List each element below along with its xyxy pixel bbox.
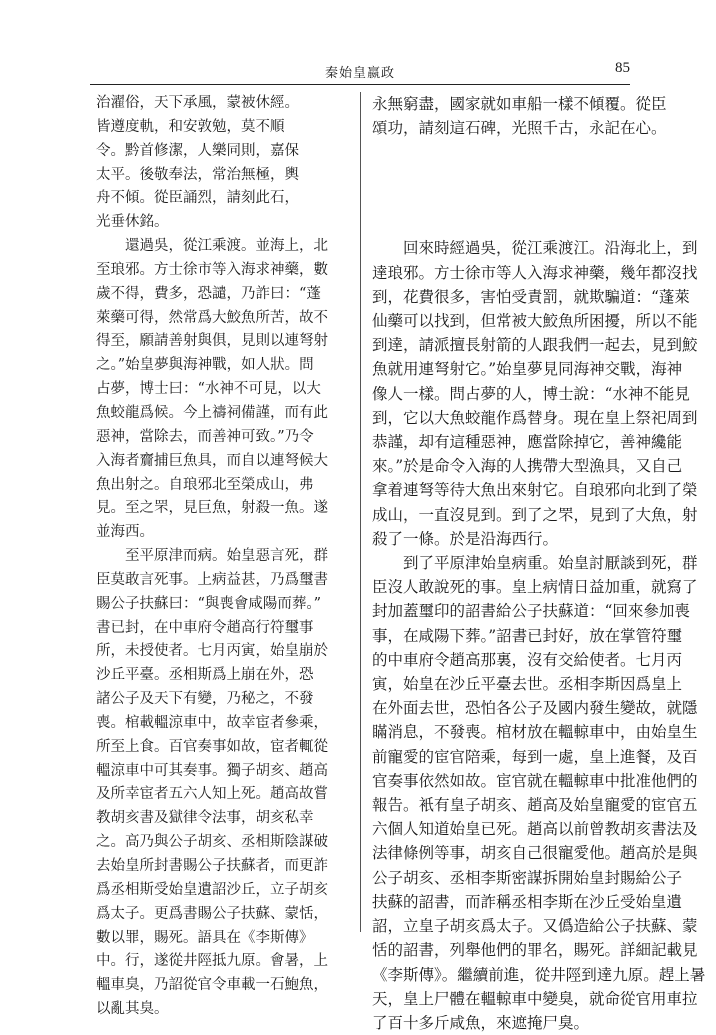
page-header (90, 62, 630, 84)
column-divider (360, 92, 361, 932)
translation-paragraph: 永無窮盡，國家就如車船一樣不傾覆。從臣 頌功，請刻這石碑，光照千古，永記在心。 (372, 95, 667, 138)
header-rule (90, 84, 630, 85)
column-gap (372, 140, 634, 236)
classical-paragraph: 還過吳，從江乘渡。並海上，北 至琅邪。方士徐市等入海求神藥，數 歲不得，費多，恐譴，乃詐曰：“蓬 萊藥可得，然常爲大鮫魚所苦，故不 得至，願請善射與俱，見則以連弩射 之。”始皇夢與海神戰，如人狀。問 占夢，博士曰：“水神不可見，以大 魚蛟龍爲候。今上禱祠備謹，而有此 惡神，當除去，而善神可致。”乃令 入海者齎捕巨魚具，而自以連弩候大 魚出射之。自琅邪北至榮成山，弗 見。至之罘，見巨魚，射殺一魚。遂 並海西。 (96, 238, 328, 541)
translation-paragraph: 回來時經過吳，從江乘渡江。沿海北上，到 達琅邪。方士徐市等人入海求神藥，幾年都沒找 到，花費很多，害怕受責罰，就欺騙道：“蓬萊 仙藥可以找到，但常被大鮫魚所困擾，所以不能 到達，請派擅長射箭的人跟我們一起去，見到鮫 魚就用連弩射它。”始皇夢見同海神交戰，海神 像人一樣。問占夢的人，博士說：“水神不能見 到，它以大魚蛟龍作爲替身。現在皇上祭祀周到 恭謹，却有這種惡神，應當除掉它，善神纔能 來。”於是命令入海的人携帶大型漁具，又自己 拿着連弩等待大魚出來射它。自琅邪向北到了榮 成山，一直沒見到。到了之罘，見到了大魚，射 殺了一條。於是沿海西行。 (372, 239, 698, 548)
page-number: 85 (615, 60, 630, 76)
running-title: 秦始皇嬴政 (324, 66, 395, 81)
classical-paragraph: 至平原津而病。始皇惡言死，群 臣莫敢言死事。上病益甚，乃爲璽書 賜公子扶蘇曰：“與喪會咸陽而葬。” 書已封，在中車府令趙高行符璽事 所，未授使者。七月丙寅，始皇崩於 沙丘平臺。丞相斯爲上崩在外，恐 諸公子及天下有變，乃秘之，不發 喪。棺載轀涼車中，故幸宦者參乘， 所至上食。百官奏事如故，宦者輒從 轀涼車中可其奏事。獨子胡亥、趙高 及所幸宦者五六人知上死。趙高故嘗 教胡亥書及獄律令法事，胡亥私幸 之。高乃與公子胡亥、丞相斯陰謀破 去始皇所封書賜公子扶蘇者，而更詐 爲丞相斯受始皇遺詔沙丘，立子胡亥 爲太子。更爲書賜公子扶蘇、蒙恬， 數以罪，賜死。語具在《李斯傳》 中。行，遂從井陘抵九原。會暑，上 轀車臭，乃詔從官令車載一石鮑魚， 以亂其臭。 (96, 548, 328, 1018)
classical-text-column (96, 92, 351, 1022)
translation-paragraph: 到了平原津始皇病重。始皇討厭談到死，群 臣沒人敢說死的事。皇上病情日益加重，就寫了 封加蓋璽印的詔書給公子扶蘇道：“回來參加喪 事，在咸陽下葬。”詔書已封好，放在掌管符璽 的中車府令趙高那裏，沒有交給使者。七月丙 寅，始皇在沙丘平臺去世。丞相李斯因爲皇上 在外面去世，恐怕各公子及國内發生變故，就隱 瞞消息，不發喪。棺材放在轀輬車中，由始皇生 前寵愛的宦官陪乘，每到一處，皇上進餐，及百 官奏事依然如故。宦官就在轀輬車中批准他們的 報告。衹有皇子胡亥、趙高及始皇寵愛的宦官五 六個人知道始皇已死。趙高以前曾教胡亥書法及 法律條例等事，胡亥自己很寵愛他。趙高於是與 公子胡亥、丞相李斯密謀拆開始皇封賜給公子 扶蘇的詔書，而詐稱丞相李斯在沙丘受始皇遺 詔，立皇子胡亥爲太子。又僞造給公子扶蘇、蒙 恬的詔書，列舉他們的罪名，賜死。詳細記載見 《李斯傳》。繼續前進，從井陘到達九原。趕上暑 天，皇上尸體在轀輬車中變臭，就命從官用車拉 了百十多斤咸魚，來遮掩尸臭。 (372, 554, 706, 1032)
classical-paragraph: 治濯俗，天下承風，蒙被休經。 皆遵度軌，和安敦勉，莫不順 令。黔首修潔，人樂同則，嘉保 太平。後敬奉法，常治無極，輿 舟不傾。從臣誦烈，請刻此石， 光垂休銘。 (96, 95, 299, 231)
translation-column (372, 92, 706, 1035)
